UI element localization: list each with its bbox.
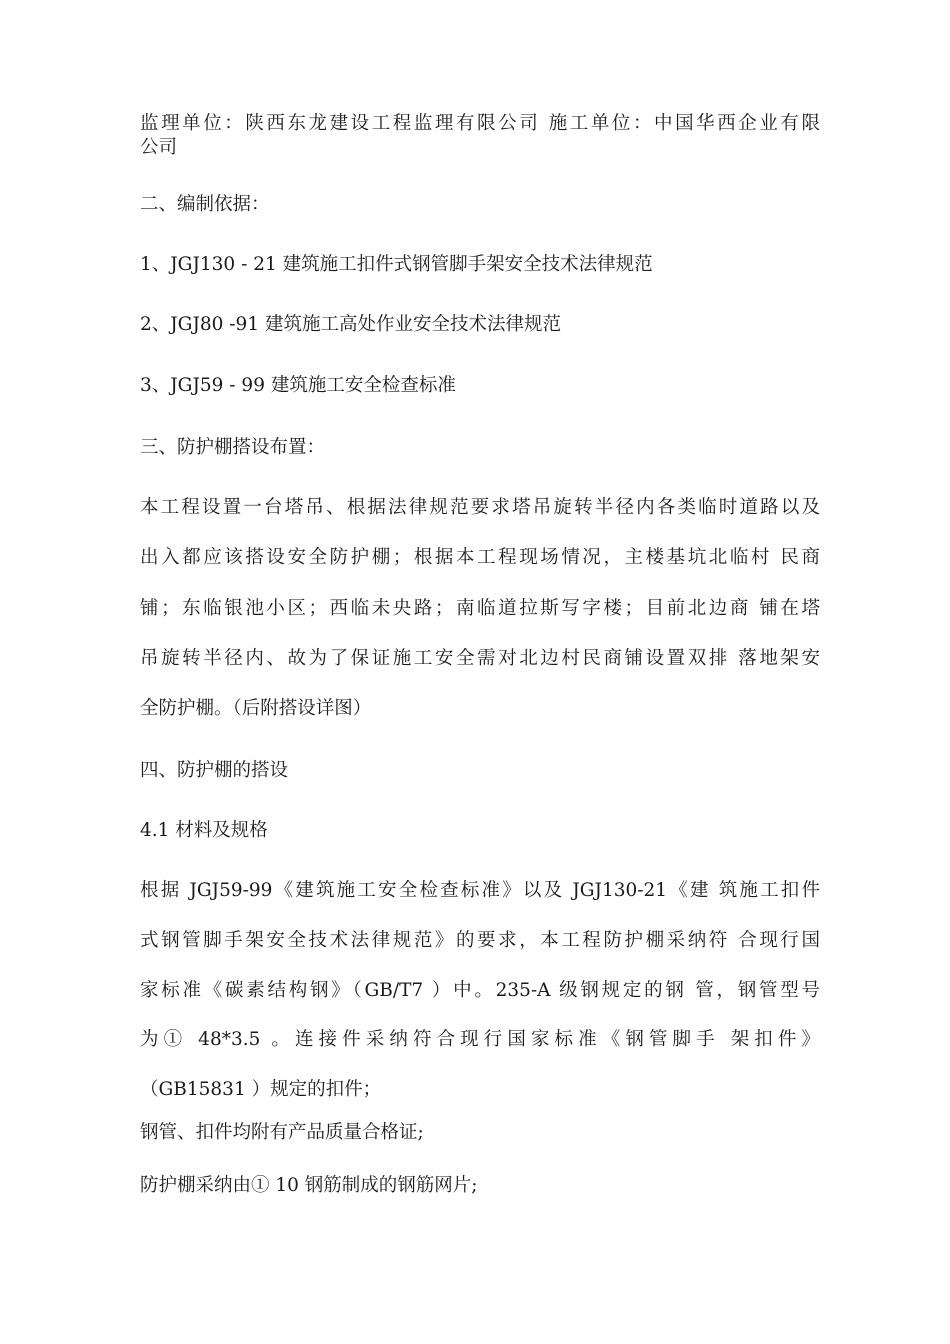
section-3-line-1: 本工程设置一台塔吊、根据法律规范要求塔吊旋转半径内各类临时道路以及 <box>140 497 820 518</box>
section-3-line-3: 铺；东临银池小区；西临未央路；南临道拉斯写字楼；目前北边商 铺在塔 <box>140 598 820 619</box>
section-4-1-line-5: （GB15831 ）规定的扣件； <box>140 1079 382 1100</box>
header-line-1: 监理单位：陕西东龙建设工程监理有限公司 施工单位：中国华西企业有限 <box>140 113 820 134</box>
section-4-1-line-2: 式钢管脚手架安全技术法律规范》的要求，本工程防护棚采纳符 合现行国 <box>140 930 820 951</box>
basis-item-3: 3、JGJ59 - 99 建筑施工安全检查标准 <box>140 375 456 396</box>
section-3-heading: 三、防护棚搭设布置： <box>140 437 326 458</box>
basis-item-1: 1、JGJ130 - 21 建筑施工扣件式钢管脚手架安全技术法律规范 <box>140 254 653 275</box>
section-4-1-heading: 4.1 材料及规格 <box>140 820 268 841</box>
section-3-line-4: 吊旋转半径内、故为了保证施工安全需对北边村民商铺设置双排 落地架安 <box>140 648 820 669</box>
section-4-1-line-6: 钢管、扣件均附有产品质量合格证; <box>140 1122 424 1143</box>
header-line-2: 公司 <box>140 137 178 158</box>
section-4-1-line-4: 为① 48*3.5 。连接件采纳符合现行国家标准《钢管脚手 架扣件》 <box>140 1029 820 1050</box>
section-3-line-2: 出入都应该搭设安全防护棚；根据本工程现场情况，主楼基坑北临村 民商 <box>140 547 820 568</box>
section-4-1-line-3: 家标准《碳素结构钢》（GB/T7 ）中。235-A 级钢规定的钢 管，钢管型号 <box>140 980 820 1001</box>
section-2-heading: 二、编制依据： <box>140 194 270 215</box>
basis-item-2: 2、JGJ80 -91 建筑施工高处作业安全技术法律规范 <box>140 314 561 335</box>
section-4-1-line-1: 根据 JGJ59-99《建筑施工安全检查标准》以及 JGJ130-21《建 筑施工扣件 <box>140 880 820 901</box>
section-4-heading: 四、防护棚的搭设 <box>140 760 289 781</box>
section-4-1-line-7: 防护棚采纳由① 10 钢筋制成的钢筋网片; <box>140 1175 478 1196</box>
section-3-line-5: 全防护棚。（后附搭设详图） <box>140 698 372 719</box>
